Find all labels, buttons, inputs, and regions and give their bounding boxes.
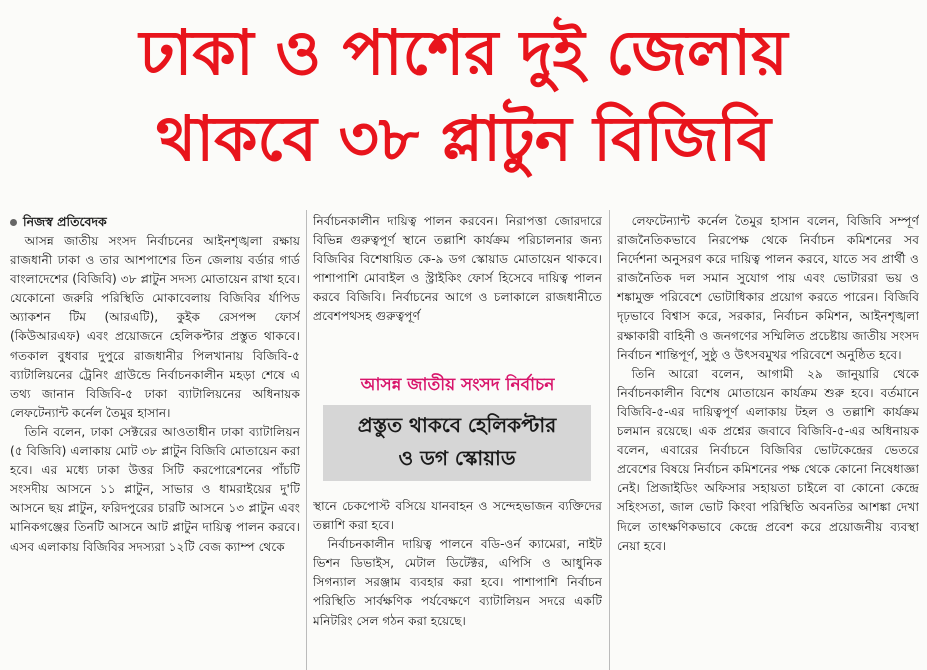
article-column-2-top xyxy=(313,212,602,362)
highlight-line-1: প্রস্তুত থাকবে হেলিকপ্টার xyxy=(357,413,557,437)
column-divider xyxy=(609,210,610,670)
headline-line-2: থাকবে ৩৮ প্লাটুন বিজিবি xyxy=(155,102,771,175)
paragraph: নির্বাচনকালীন দায়িত্ব পালন করবেন। নিরাপত্তা জোরদারে বিভিন্ন গুরুত্বপূর্ণ স্থানে তল্লাশি কার্যক্রম পরিচালনার জন্য বিজিবির বিশেষায়িত কে-৯ ডগ স্কোয়াড মোতায়েন থাকবে। পাশাপাশি মোবাইল ও স্ট্রাইকিং ফোর্স হিসেবে দায়িত্ব পালন করবে বিজিবি। নির্বাচনের আগে ও চলাকালে রাজধানীতে প্রবেশপথসহ গুরুত্বপূর্ণ xyxy=(313,214,602,324)
kicker: আসন্ন জাতীয় সংসদ নির্বাচন xyxy=(360,375,555,395)
highlight-line-2: ও ডগ স্কোয়াড xyxy=(398,446,516,470)
paragraph: আসন্ন জাতীয় সংসদ নির্বাচনের আইনশৃঙ্খলা রক্ষায় রাজধানী ঢাকা ও তার আশপাশের তিন জেলায় বর্ডার গার্ড বাংলাদেশের (বিজিবি) ৩৮ প্লাটুন সদস্য মোতায়েন রাখা হবে। যেকোনো জরুরি পরিস্থিতি মোকাবেলায় বিজিবির র্যাপিড অ্যাকশন টিম (আরএটি), কুইক রেসপন্স ফোর্স (কিউআরএফ) এবং প্রয়োজনে হেলিকপ্টার প্রস্তুত থাকবে। গতকাল বুধবার দুপুরে রাজধানীর পিলখানায় বিজিবি-৫ ব্যাটালিয়নের ট্রেনিং গ্রাউন্ডে নির্বাচনকালীন মহড়া শেষে এ তথ্য জানান বিজিবি-৫ ঢাকা ব্যাটালিয়নের অধিনায়ক লেফটেন্যান্ট কর্নেল তৈমুর হাসান। xyxy=(10,234,300,420)
paragraph: তিনি আরো বলেন, আগামী ২৯ জানুয়ারি থেকে নির্বাচনকালীন বিশেষ মোতায়েন কার্যক্রম শুরু হবে। বর্তমানে বিজিবি-৫-এর দায়িত্বপূর্ণ এলাকায় টহল ও তল্লাশি কার্যক্রম চলমান রয়েছে। এক প্রশ্নের জবাবে বিজিবি-৫-এর অধিনায়ক বলেন, এবারের নির্বাচনে বিজিবির ভোটকেন্দ্রের ভেতরে প্রবেশের বিষয়ে নির্বাচন কমিশনের পক্ষ থেকে কোনো নিষেধাজ্ঞা নেই। প্রিজাইডিং অফিসার সহায়তা চাইলে বা কোনো কেন্দ্রে সহিংসতা, জাল ভোট কিংবা পরিস্থিতি অবনতির আশঙ্কা দেখা দিলে তাৎক্ষণিকভাবে কেন্দ্রে প্রবেশ করে প্রয়োজনীয় ব্যবস্থা নেয়া হবে। xyxy=(617,366,919,553)
article-column-2-bottom xyxy=(313,497,602,670)
highlight-box xyxy=(323,405,591,481)
headline-line-1: ঢাকা ও পাশের দুই জেলায় xyxy=(139,16,788,89)
byline-text: নিজস্ব প্রতিবেদক xyxy=(23,214,107,229)
paragraph: নির্বাচনকালীন দায়িত্ব পালনে বডি-ওর্ন ক্যামেরা, নাইট ভিশন ডিভাইস, মেটাল ডিটেক্টর, এপিসি ও আধুনিক সিগন্যাল সরঞ্জাম ব্যবহার করা হবে। পাশাপাশি নির্বাচন পরিস্থিতি সার্বক্ষণিক পর্যবেক্ষণে ব্যাটালিয়ন সদরে একটি মনিটরিং সেল গঠন করা হয়েছে। xyxy=(313,537,602,628)
byline xyxy=(10,214,107,234)
paragraph: স্থানে চেকপোস্ট বসিয়ে যানবাহন ও সন্দেহভাজন ব্যক্তিদের তল্লাশি করা হবে। xyxy=(313,499,602,533)
paragraph: তিনি বলেন, ঢাকা সেক্টরের আওতাধীন ঢাকা ব্যাটালিয়ন (৫ বিজিবি) এলাকায় মোট ৩৮ প্লাটুন বিজিবি মোতায়েন করা হবে। এর মধ্যে ঢাকা উত্তর সিটি করপোরেশনের পাঁচটি সংসদীয় আসনে ১১ প্লাটুন, সাভার ও ধামরাইয়ের দু'টি আসনে ছয় প্লাটুন, ফরিদপুরের চারটি আসনে ১৩ প্লাটুন এবং মানিকগঞ্জের তিনটি আসনে আট প্লাটুন দায়িত্ব পালন করবে। এসব এলাকায় বিজিবির সদস্যরা ১২টি বেজ ক্যাম্প থেকে xyxy=(10,424,300,554)
article-column-1 xyxy=(10,232,300,670)
article-column-3 xyxy=(617,212,919,670)
bullet-icon xyxy=(10,219,17,226)
paragraph: লেফটেন্যান্ট কর্নেল তৈমুর হাসান বলেন, বিজিবি সম্পূর্ণ রাজনৈতিকভাবে নিরপেক্ষ থেকে নির্বাচন কমিশনের সব নির্দেশনা অনুসরণ করে দায়িত্ব পালন করবে, যাতে সব প্রার্থী ও রাজনৈতিক দল সমান সুযোগ পায় এবং ভোটাররা ভয় ও শঙ্কামুক্ত পরিবেশে ভোটাধিকার প্রয়োগ করতে পারেন। বিজিবি দৃঢ়ভাবে বিশ্বাস করে, সরকার, নির্বাচন কমিশন, আইনশৃঙ্খলা রক্ষাকারী বাহিনী ও জনগণের সম্মিলিত প্রচেষ্টায় জাতীয় সংসদ নির্বাচন শান্তিপূর্ণ, সুষ্ঠু ও উৎসবমুখর পরিবেশে অনুষ্ঠিত হবে। xyxy=(617,214,919,362)
column-divider xyxy=(306,210,307,670)
